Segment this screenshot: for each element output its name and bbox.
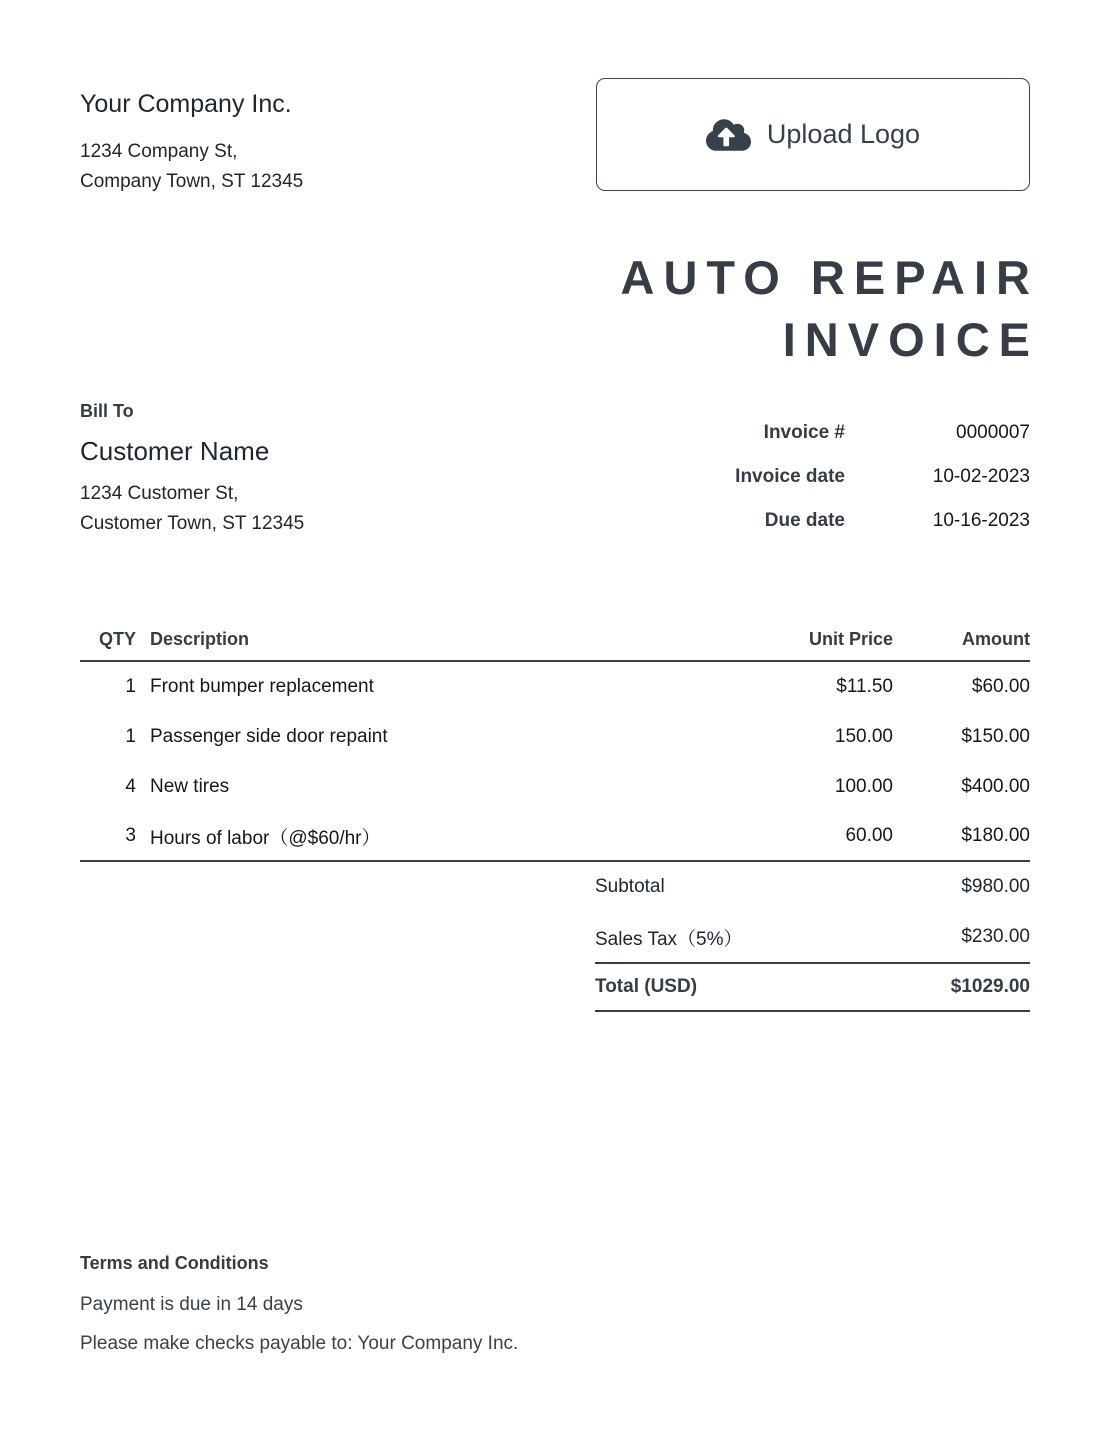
amount-header: Amount	[962, 628, 1030, 649]
invoice-date-value: 10-02-2023	[932, 466, 1030, 487]
row-description: New tires	[150, 776, 230, 797]
company-block	[80, 78, 303, 197]
terms-section	[80, 1253, 518, 1372]
subtotal-value: $980.00	[961, 876, 1030, 897]
row-unit-price: 100.00	[834, 776, 893, 797]
total-value: $1029.00	[950, 976, 1030, 997]
table-row	[80, 712, 1030, 762]
row-description: Passenger side door repaint	[150, 726, 388, 747]
bill-to-label: Bill To	[80, 401, 134, 421]
info-section	[80, 401, 1030, 543]
row-amount: $150.00	[961, 726, 1030, 747]
row-qty: 4	[125, 776, 136, 797]
row-description: Hours of labor（@$60/hr）	[150, 827, 381, 849]
row-amount: $180.00	[961, 825, 1030, 846]
row-qty: 3	[125, 825, 136, 846]
customer-address-line1: 1234 Customer St,	[80, 483, 239, 504]
description-header: Description	[150, 628, 250, 649]
due-date-row	[650, 499, 1030, 543]
subtotal-label: Subtotal	[595, 876, 665, 897]
terms-line-2: Please make checks payable to: Your Company Inc.	[80, 1333, 519, 1354]
unit-price-header: Unit Price	[808, 628, 893, 649]
terms-line-1: Payment is due in 14 days	[80, 1294, 303, 1315]
company-address-line2: Company Town, ST 12345	[80, 171, 304, 192]
invoice-number-value: 0000007	[956, 422, 1030, 443]
due-date-value: 10-16-2023	[932, 510, 1030, 531]
title-line-1: AUTO REPAIR	[620, 251, 1039, 304]
sales-tax-label: Sales Tax（5%）	[595, 928, 743, 950]
invoice-number-label: Invoice #	[763, 422, 845, 443]
upload-logo-button[interactable]	[596, 78, 1030, 191]
cloud-upload-icon	[706, 117, 751, 153]
document-title	[80, 247, 1039, 371]
invoice-meta	[650, 401, 1030, 543]
row-unit-price: 150.00	[834, 726, 893, 747]
row-unit-price: 60.00	[845, 825, 893, 846]
header	[80, 78, 1030, 197]
line-items-table	[80, 618, 1030, 862]
row-qty: 1	[125, 676, 136, 697]
company-name: Your Company Inc.	[80, 90, 292, 118]
invoice-date-label: Invoice date	[735, 466, 845, 487]
total-row	[595, 962, 1030, 1012]
table-header-row	[80, 618, 1030, 662]
sales-tax-value: $230.00	[961, 926, 1030, 947]
row-amount: $60.00	[971, 676, 1030, 697]
title-line-2: INVOICE	[782, 313, 1039, 366]
totals-section	[595, 862, 1030, 1012]
table-row	[80, 812, 1030, 862]
invoice-date-row	[650, 455, 1030, 499]
row-unit-price: $11.50	[836, 676, 893, 697]
total-label: Total (USD)	[595, 976, 698, 997]
sales-tax-row	[595, 912, 1030, 962]
row-amount: $400.00	[961, 776, 1030, 797]
invoice-number-row	[650, 411, 1030, 455]
row-description: Front bumper replacement	[150, 676, 374, 697]
row-qty: 1	[125, 726, 136, 747]
bill-to-block	[80, 401, 304, 543]
customer-address-line2: Customer Town, ST 12345	[80, 513, 305, 534]
upload-logo-label: Upload Logo	[766, 119, 921, 149]
customer-name: Customer Name	[80, 436, 270, 466]
terms-heading: Terms and Conditions	[80, 1253, 269, 1273]
table-row	[80, 762, 1030, 812]
qty-header: QTY	[98, 628, 136, 649]
due-date-label: Due date	[764, 510, 845, 531]
table-row	[80, 662, 1030, 712]
subtotal-row	[595, 862, 1030, 912]
company-address-line1: 1234 Company St,	[80, 141, 238, 162]
